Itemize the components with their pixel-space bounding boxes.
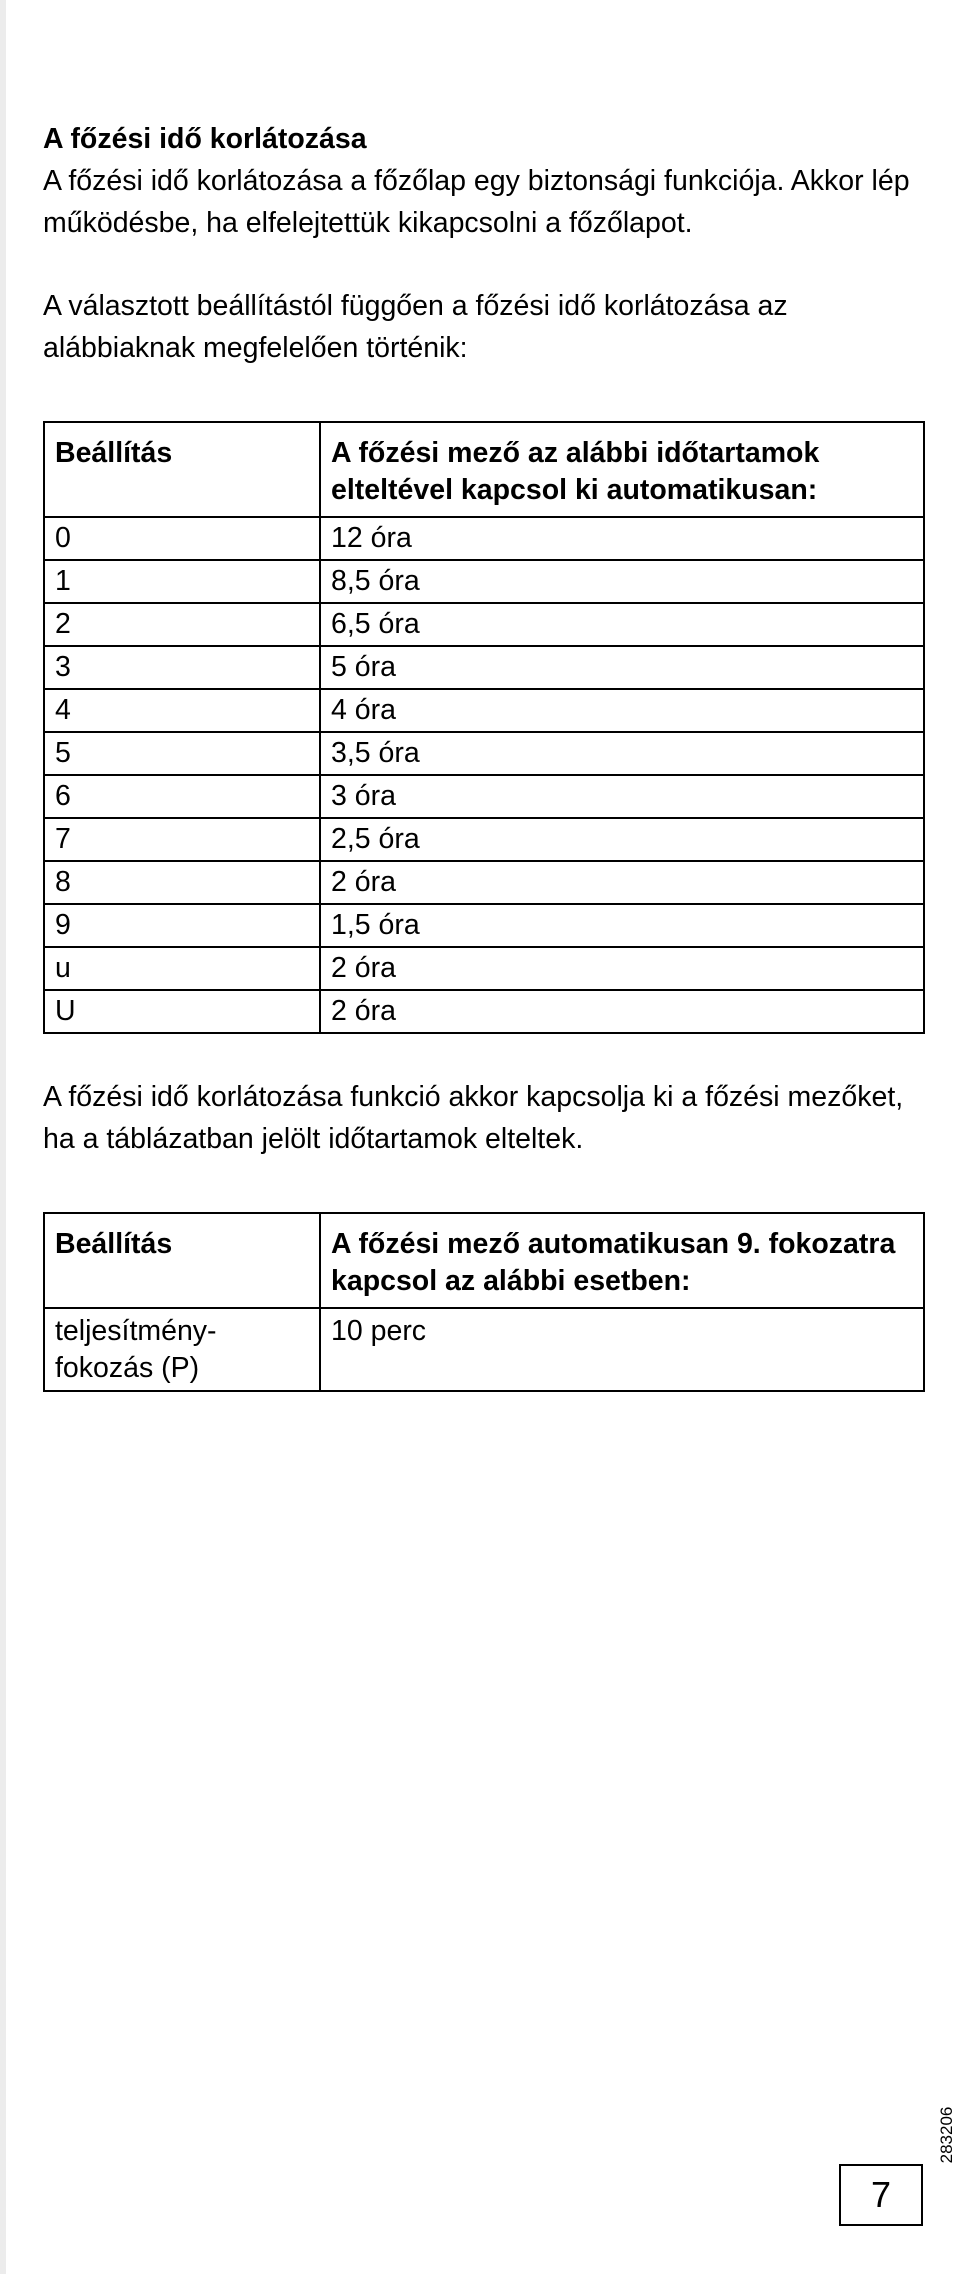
duration-cell: 1,5 óra (320, 904, 924, 947)
duration-cell: 2,5 óra (320, 818, 924, 861)
setting-cell: 2 (44, 603, 320, 646)
setting-cell: 0 (44, 517, 320, 560)
document-body (43, 118, 923, 1392)
duration-cell: 3 óra (320, 775, 924, 818)
duration-cell: 2 óra (320, 947, 924, 990)
cooking-time-limit-table (43, 421, 925, 1034)
setting-cell: u (44, 947, 320, 990)
duration-cell: 2 óra (320, 861, 924, 904)
setting-cell: 9 (44, 904, 320, 947)
duration-cell: 4 óra (320, 689, 924, 732)
duration-cell: 12 óra (320, 517, 924, 560)
setting-cell: 6 (44, 775, 320, 818)
section-heading: A főzési idő korlátozása (43, 123, 367, 155)
table-row (44, 990, 924, 1033)
duration-cell: 8,5 óra (320, 560, 924, 603)
table-header-row (44, 422, 924, 517)
table-row (44, 818, 924, 861)
setting-cell: 8 (44, 861, 320, 904)
header-setting: Beállítás (44, 1213, 320, 1308)
table-row (44, 947, 924, 990)
page-number: 7 (839, 2164, 923, 2226)
table-row (44, 560, 924, 603)
setting-intro-paragraph: A választott beállítástól függően a főzési idő korlátozása az alábbiaknak megfelelően történik: (43, 290, 788, 364)
duration-cell: 3,5 óra (320, 732, 924, 775)
table-header-row (44, 1213, 924, 1308)
table-row (44, 732, 924, 775)
table-row (44, 775, 924, 818)
table-row (44, 603, 924, 646)
table-row (44, 1308, 924, 1391)
header-setting: Beállítás (44, 422, 320, 517)
duration-cell: 2 óra (320, 990, 924, 1033)
setting-cell: 4 (44, 689, 320, 732)
setting-cell: 5 (44, 732, 320, 775)
table-row (44, 517, 924, 560)
table-row (44, 646, 924, 689)
setting-cell: U (44, 990, 320, 1033)
intro-paragraph: A főzési idő korlátozása a főzőlap egy biztonsági funkciója. Akkor lép működésbe, ha elfelejtettük kikapcsolni a főzőlapot. (43, 165, 910, 239)
setting-cell: 1 (44, 560, 320, 603)
header-auto-off-duration: A főzési mező az alábbi időtartamok elteltével kapcsol ki automatikusan: (320, 422, 924, 517)
document-code-label: 283206 (937, 2106, 956, 2164)
setting-cell: 3 (44, 646, 320, 689)
page-left-edge (0, 0, 6, 2274)
table-row (44, 861, 924, 904)
document-code (932, 2100, 960, 2170)
duration-cell: 10 perc (320, 1308, 924, 1391)
header-auto-step-down: A főzési mező automatikusan 9. fokozatra kapcsol az alábbi esetben: (320, 1213, 924, 1308)
setting-cell: teljesítmény-fokozás (P) (44, 1308, 320, 1391)
setting-cell: 7 (44, 818, 320, 861)
table-row (44, 689, 924, 732)
function-note-paragraph: A főzési idő korlátozása funkció akkor kapcsolja ki a főzési mezőket, ha a táblázatban jelölt időtartamok elteltek. (43, 1081, 904, 1155)
table-row (44, 904, 924, 947)
duration-cell: 5 óra (320, 646, 924, 689)
power-boost-table (43, 1212, 925, 1392)
duration-cell: 6,5 óra (320, 603, 924, 646)
